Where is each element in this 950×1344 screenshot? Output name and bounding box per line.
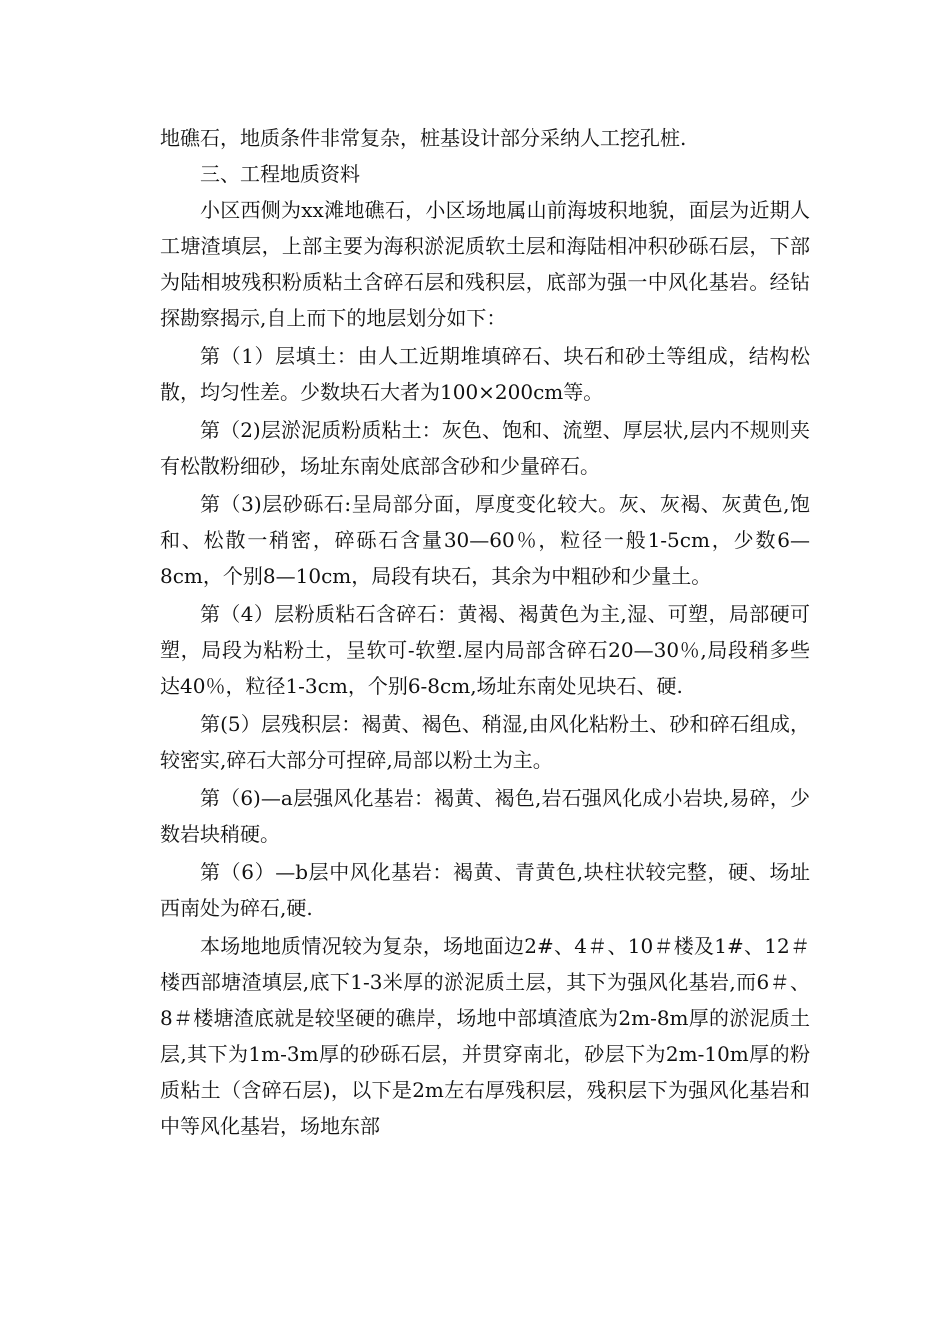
paragraph-layer-2: 第（2)层淤泥质粉质粘土：灰色、饱和、流塑、厚层状,层内不规则夹有松散粉细砂，场址东南处底部含砂和少量碎石。 — [160, 418, 810, 478]
paragraph-layer-4: 第（4）层粉质粘石含碎石：黄褐、褐黄色为主,湿、可塑，局部硬可塑，局段为粘粉土，呈软可-软塑.屋内局部含碎石20—30％,局段稍多些达40％，粒径1-3cm，个别6-8cm,场址东南处见块石、硬. — [160, 602, 810, 698]
paragraph-layer-6a: 第（6)—a层强风化基岩：褐黄、褐色,岩石强风化成小岩块,易碎，少数岩块稍硬。 — [160, 786, 810, 846]
paragraph-layer-6b: 第（6）—b层中风化基岩：褐黄、青黄色,块柱状较完整，硬、场址西南处为碎石,硬. — [160, 860, 810, 920]
paragraph-layer-5: 第(5）层残积层：褐黄、褐色、稍湿,由风化粘粉土、砂和碎石组成，较密实,碎石大部分可捏碎,局部以粉土为主。 — [160, 712, 810, 772]
paragraph-layer-3: 第（3)层砂砾石:呈局部分面，厚度变化较大。灰、灰褐、灰黄色,饱和、松散一稍密，碎砾石含量30—60％，粒径一般1-5cm，少数6—8cm，个别8—10cm，局段有块石，其余为中粗砂和少量土。 — [160, 492, 810, 588]
paragraph-site-summary: 本场地地质情况较为复杂，场地面边2#、4＃、10＃楼及1#、12＃楼西部塘渣填层,底下1-3米厚的淤泥质土层，其下为强风化基岩,而6＃、8＃楼塘渣底就是较坚硬的礁岸，场地中部填渣底为2m-8m厚的淤泥质土层,其下为1m-3m厚的砂砾石层，并贯穿南北，砂层下为2m-10m厚的粉质粘土（含碎石层)，以下是2m左右厚残积层，残积层下为强风化基岩和中等风化基岩，场地东部 — [160, 934, 810, 1138]
paragraph-continuation: 地礁石，地质条件非常复杂，桩基设计部分采纳人工挖孔桩. — [160, 126, 687, 150]
paragraph-layer-1: 第（1）层填土：由人工近期堆填碎石、块石和砂土等组成，结构松散，均匀性差。少数块石大者为100×200cm等。 — [160, 344, 810, 404]
paragraph-overview: 小区西侧为xx滩地礁石，小区场地属山前海坡积地貌，面层为近期人工塘渣填层，上部主要为海积淤泥质软土层和海陆相冲积砂砾石层，下部为陆相坡残积粉质粘土含碎石层和残积层，底部为强一中风化基岩。经钻探勘察揭示,自上而下的地层划分如下： — [160, 198, 810, 330]
document-body — [160, 120, 810, 1144]
section-heading: 三、工程地质资料 — [200, 162, 360, 186]
